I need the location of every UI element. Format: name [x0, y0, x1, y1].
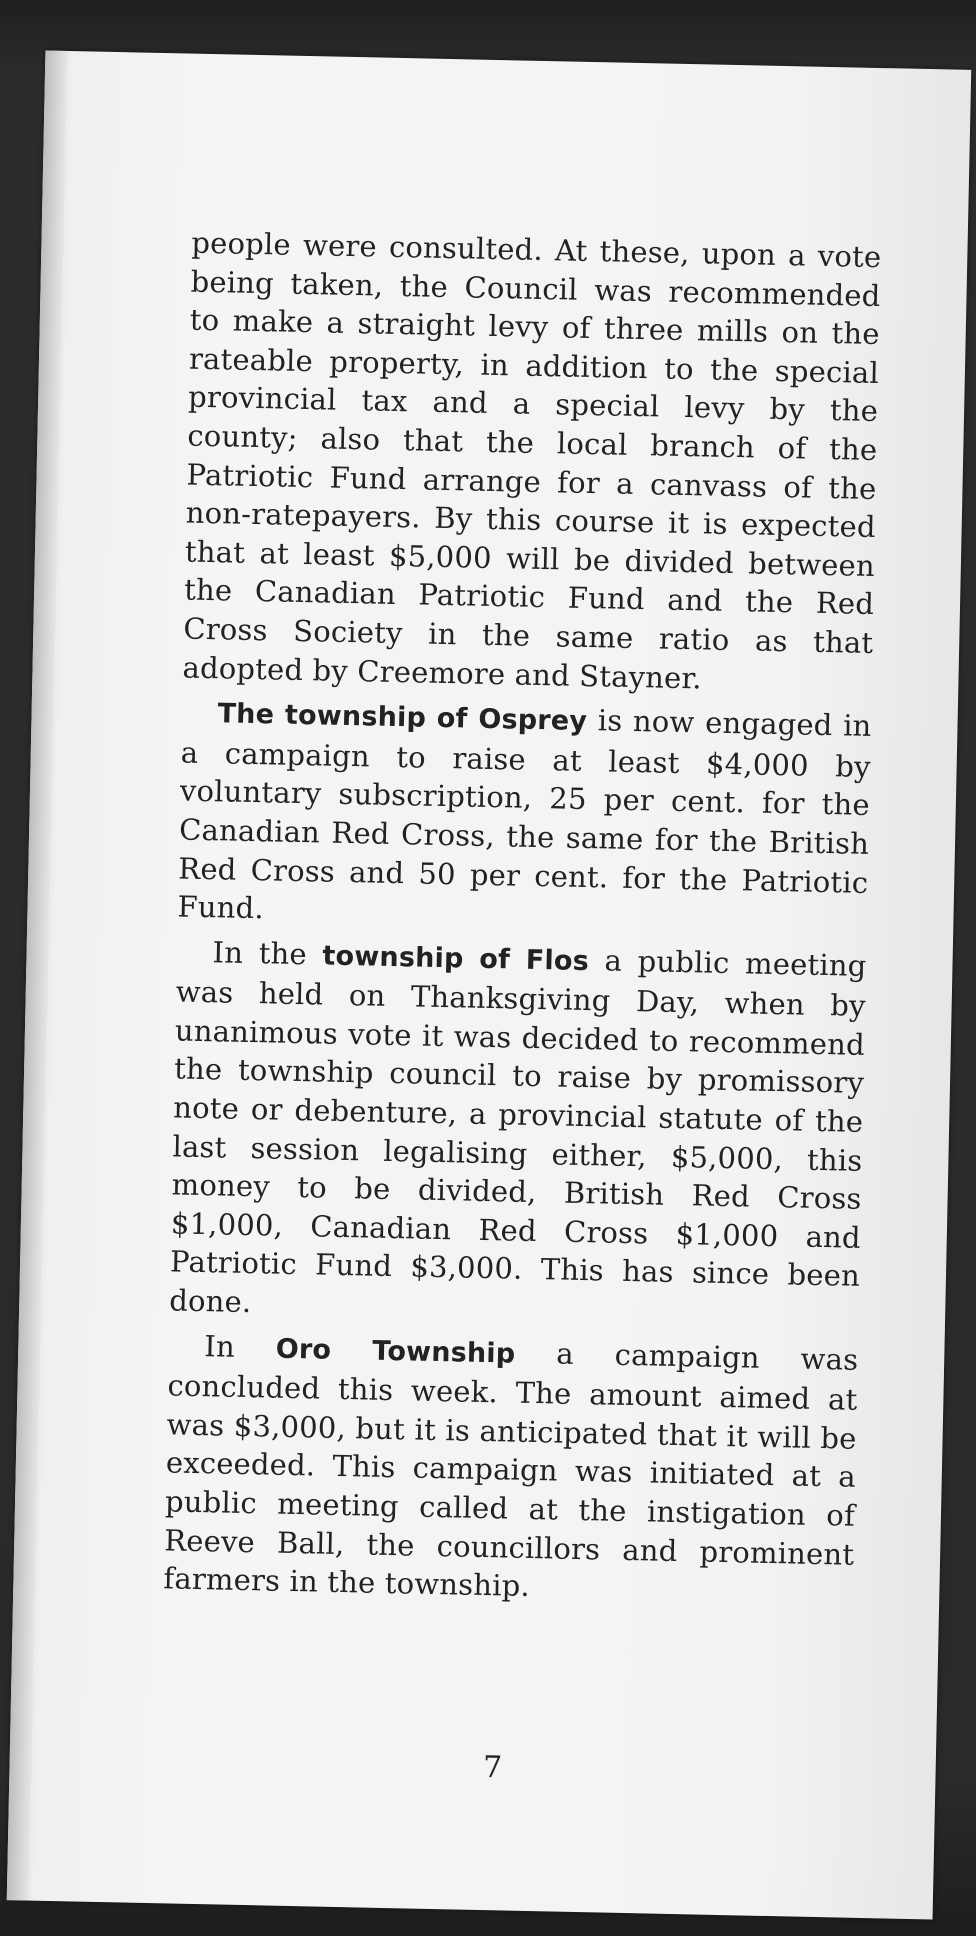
paragraph-continued	[182, 224, 882, 701]
paragraph-flos	[169, 932, 867, 1334]
page-number: 7	[482, 1750, 503, 1786]
paragraph-lead: In the	[212, 934, 323, 972]
township-name-osprey: The township of Osprey	[217, 698, 588, 738]
paragraph-text: a campaign was concluded this week. The amount aimed at was $3,000, but it is anticipated that it will be exceeded. This campaign was initiated at a public meeting called at the instigation of Reeve Ball, the councillors and prominent farmers in the township.	[163, 1335, 859, 1604]
paragraph-osprey	[177, 693, 872, 941]
paragraph-text: people were consulted. At these, upon a vote being taken, the Council was recommended to make a straight levy of three mills on the rateable property, in addition to the special provincial tax and a special levy by the county; also that the local branch of the Patriotic Fund arrange for a canvass of the non-ratepayers. By this course it is expected that at least $5,000 will be divided between the Canadian Patriotic Fund and the Red Cross Society in the same ratio as that adopted by Creemore and Stayner.	[182, 225, 882, 695]
paragraph-oro	[163, 1326, 859, 1613]
township-name-flos: township of Flos	[322, 940, 590, 977]
book-page	[7, 51, 972, 1920]
paragraph-text: a public meeting was held on Thanksgiving Day, when by unanimous vote it was decided to recommend the township council to raise by promissory note or debenture, a provincial statute of the last session legalising either, $5,000, this money to be divided, British Red Cross $1,000, Canadian Red Cross $1,000 and Patriotic Fund $3,000. This has since been done.	[168, 942, 867, 1320]
paragraph-text: is now engaged in a campaign to raise at least $4,000 by voluntary subscription, 25 per cent. for the Canadian Red Cross, the same for the British Red Cross and 50 per cent. for the Patriotic Fund.	[177, 703, 872, 926]
body-text	[163, 224, 882, 1619]
township-name-oro: Oro Township	[275, 1333, 516, 1370]
paragraph-lead: In	[204, 1328, 277, 1365]
